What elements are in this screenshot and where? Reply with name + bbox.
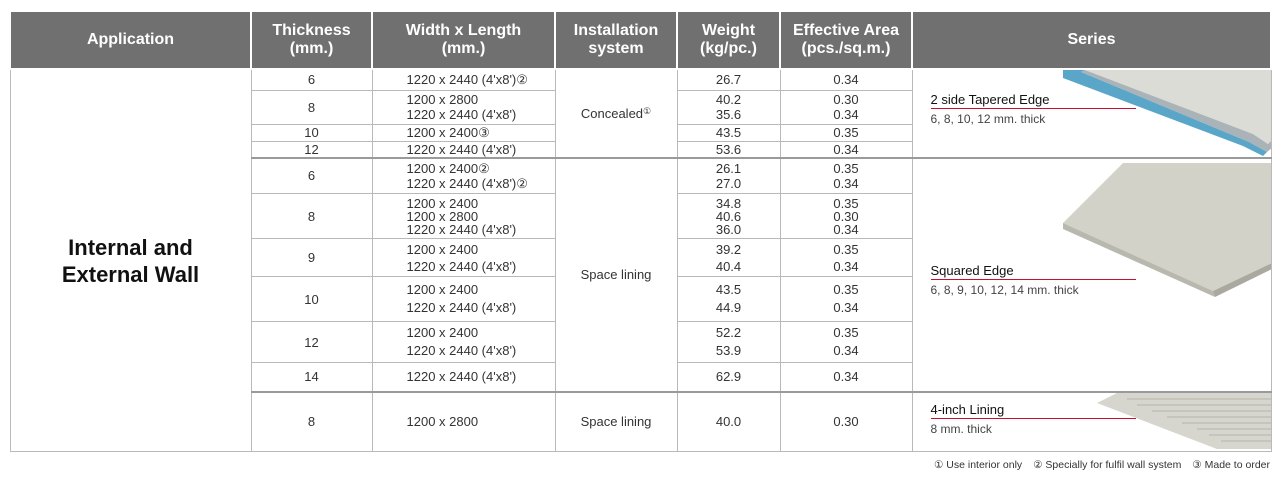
header-weight: Weight (kg/pc.)	[677, 11, 780, 69]
header-effective-area: Effective Area (pcs./sq.m.)	[780, 11, 912, 69]
area-cell: 0.34	[780, 141, 912, 158]
weight-cell: 40.0	[677, 392, 780, 452]
weight-cell: 26.7	[677, 69, 780, 90]
size-cell: 1200 x 2400 1220 x 2440 (4'x8')	[372, 277, 555, 322]
weight-cell: 53.6	[677, 141, 780, 158]
area-cell: 0.35 0.34	[780, 277, 912, 322]
area-cell: 0.35 0.34	[780, 158, 912, 194]
area-cell: 0.30	[780, 392, 912, 452]
header-series: Series	[912, 11, 1271, 69]
series-cell-squared	[912, 158, 1271, 392]
application-cell: Internal and External Wall	[10, 69, 251, 452]
series-title: 2 side Tapered Edge	[930, 92, 1050, 107]
size-cell: 1220 x 2440 (4'x8')②	[372, 69, 555, 90]
weight-cell: 43.5 44.9	[677, 277, 780, 322]
thickness-cell: 10	[251, 124, 372, 141]
thickness-cell: 8	[251, 90, 372, 124]
size-cell: 1200 x 2400 1200 x 2800 1220 x 2440 (4'x8')	[372, 194, 555, 239]
area-cell: 0.35	[780, 124, 912, 141]
series-cell-tapered	[912, 69, 1271, 158]
installation-cell-concealed: Concealed①	[555, 69, 677, 158]
series-thickness: 6, 8, 9, 10, 12, 14 mm. thick	[930, 282, 1079, 297]
thickness-cell: 10	[251, 277, 372, 322]
thickness-cell: 8	[251, 392, 372, 452]
thickness-cell: 9	[251, 239, 372, 277]
area-cell: 0.35 0.34	[780, 322, 912, 363]
area-cell: 0.34	[780, 69, 912, 90]
header-thickness: Thickness (mm.)	[251, 11, 372, 69]
size-cell: 1200 x 2800	[372, 392, 555, 452]
size-cell: 1200 x 2400 1220 x 2440 (4'x8')	[372, 239, 555, 277]
size-cell: 1220 x 2440 (4'x8')	[372, 363, 555, 392]
area-cell: 0.30 0.34	[780, 90, 912, 124]
installation-cell-space-lining-2: Space lining	[555, 392, 677, 452]
weight-cell: 62.9	[677, 363, 780, 392]
thickness-cell: 8	[251, 194, 372, 239]
size-cell: 1200 x 2800 1220 x 2440 (4'x8')	[372, 90, 555, 124]
area-cell: 0.35 0.30 0.34	[780, 194, 912, 239]
size-cell: 1200 x 2400② 1220 x 2440 (4'x8')②	[372, 158, 555, 194]
size-cell: 1200 x 2400 1220 x 2440 (4'x8')	[372, 322, 555, 363]
weight-cell: 43.5	[677, 124, 780, 141]
installation-cell-space-lining: Space lining	[555, 158, 677, 392]
thickness-cell: 12	[251, 322, 372, 363]
thickness-cell: 6	[251, 69, 372, 90]
series-title: 4-inch Lining	[930, 401, 1005, 417]
header-application: Application	[10, 11, 251, 69]
gypsum-board-spec-table	[9, 10, 1272, 452]
header-width-length: Width x Length (mm.)	[372, 11, 555, 69]
series-title: Squared Edge	[930, 262, 1014, 278]
weight-cell: 52.2 53.9	[677, 322, 780, 363]
size-cell: 1220 x 2440 (4'x8')	[372, 141, 555, 158]
footnote-wall-system: ② Specially for fulfil wall system	[1033, 459, 1182, 471]
weight-cell: 39.2 40.4	[677, 239, 780, 277]
area-cell: 0.35 0.34	[780, 239, 912, 277]
series-thickness: 8 mm. thick	[930, 421, 992, 436]
thickness-cell: 6	[251, 158, 372, 194]
header-installation: Installation system	[555, 11, 677, 69]
thickness-cell: 12	[251, 141, 372, 158]
series-thickness: 6, 8, 10, 12 mm. thick	[930, 112, 1046, 126]
thickness-cell: 14	[251, 363, 372, 392]
area-cell: 0.34	[780, 363, 912, 392]
series-label-tapered	[931, 92, 1136, 127]
series-label-squared	[931, 263, 1136, 298]
weight-cell: 34.8 40.6 36.0	[677, 194, 780, 239]
header-row	[10, 11, 1271, 69]
series-cell-lining	[912, 392, 1271, 452]
table-row	[10, 69, 1271, 90]
spec-table-container	[9, 10, 1270, 452]
weight-cell: 26.1 27.0	[677, 158, 780, 194]
footnotes	[926, 459, 1270, 471]
footnote-made-to-order: ③ Made to order	[1192, 459, 1270, 471]
size-cell: 1200 x 2400③	[372, 124, 555, 141]
series-label-lining	[931, 402, 1136, 437]
weight-cell: 40.2 35.6	[677, 90, 780, 124]
footnote-interior: ① Use interior only	[933, 459, 1023, 471]
